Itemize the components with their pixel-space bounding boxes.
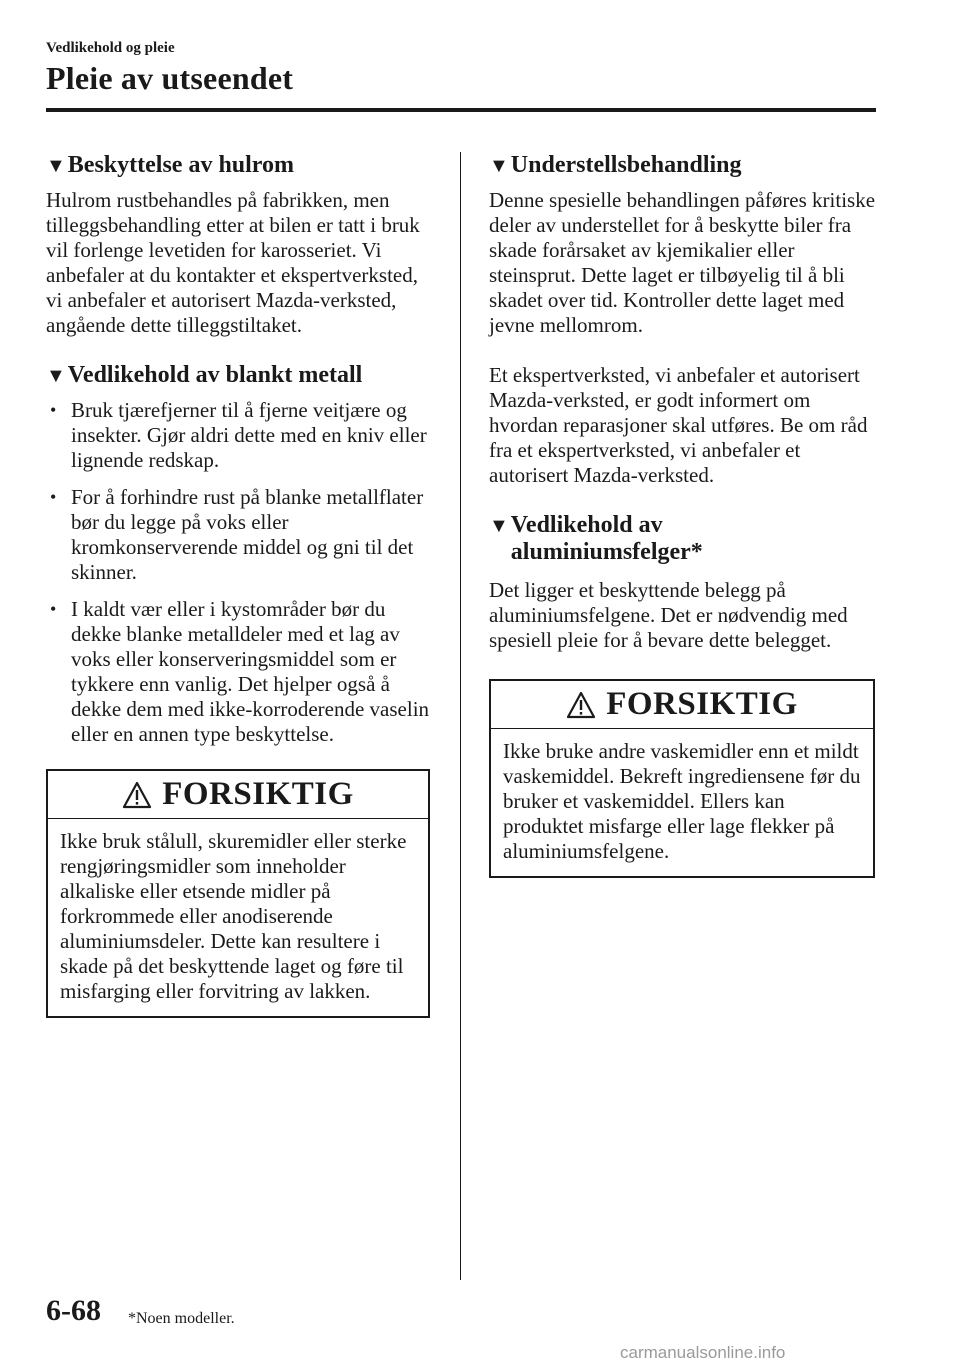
list-item-text: Bruk tjærefjerner til å fjerne veitjære og insekter. Gjør aldri dette med en kniv eller lignende redskap. <box>71 398 427 472</box>
list-item-text: For å forhindre rust på blanke metallflater bør du legge på voks eller kromkonserverende middel og gni til det skinner. <box>71 485 424 584</box>
paragraph-hulrom: Hulrom rustbehandles på fabrikken, men tilleggsbehandling etter at bilen er tatt i bruk vil forlenge levetiden for karosseriet. Vi anbefaler at du kontakter et ekspertverksted, vi anbefaler et autorisert Mazda-verksted, angående dette tilleggstiltaket. <box>46 188 420 337</box>
paragraph-understell-1: Denne spesielle behandlingen påføres kritiske deler av understellet for å beskytte biler fra skade forårsaket av kjemikalier eller steinsprut. Dette laget er tilbøyelig til å bli skadet over tid. Kontroller dette laget med jevne mellomrom. <box>489 188 876 337</box>
heading-line-1: Vedlikehold av <box>510 512 663 538</box>
caution-title: FORSIKTIG <box>606 686 798 722</box>
section-kicker: Vedlikehold og pleie <box>46 40 175 56</box>
caution-box-felger <box>489 679 875 878</box>
list-item <box>46 597 434 747</box>
caution-text: Ikke bruk stålull, skuremidler eller sterke rengjøringsmidler som inneholder alkaliske eller etsende midler på forkrommede eller anodiserende aluminiumsdeler. Dette kan resultere i skade på det beskyttende laget og føre til misfarging eller forvitring av lakken. <box>60 829 407 1003</box>
heading-line-2: aluminiumsfelger* <box>510 539 703 565</box>
heading-aluminiumsfelger-text <box>511 512 703 566</box>
page-title: Pleie av utseendet <box>46 60 294 96</box>
bullet-icon: • <box>50 599 57 619</box>
caution-header <box>491 681 873 729</box>
title-rule <box>46 108 876 112</box>
triangle-marker-icon: ▼ <box>489 155 509 177</box>
left-column <box>46 152 434 1018</box>
footnote: *Noen modeller. <box>128 1310 235 1327</box>
triangle-marker-icon: ▼ <box>489 515 509 537</box>
bullet-list-metall <box>46 398 434 747</box>
heading-understell-text: Understellsbehandling <box>510 152 742 178</box>
paragraph-understell-2: Et ekspertverksted, vi anbefaler et autorisert Mazda-verksted, er godt informert om hvordan reparasjoner skal utføres. Be om råd fra et ekspertverksted, vi anbefaler et autorisert Mazda-verksted. <box>489 363 868 487</box>
heading-hulrom-text: Beskyttelse av hulrom <box>67 152 295 178</box>
watermark: carmanualsonline.info <box>620 1343 786 1362</box>
heading-blankt-metall <box>46 362 434 390</box>
triangle-marker-icon: ▼ <box>46 365 66 387</box>
list-item <box>46 398 434 473</box>
heading-blankt-metall-text: Vedlikehold av blankt metall <box>67 362 363 388</box>
list-item-text: I kaldt vær eller i kystområder bør du dekke blanke metalldeler med et lag av voks eller konserveringsmiddel som er tykkere enn vanlig. Det hjelper også å dekke dem med ikke-korroderende vaselin eller en annen type beskyttelse. <box>71 597 430 746</box>
heading-hulrom <box>46 152 434 180</box>
heading-understell <box>489 152 877 180</box>
heading-aluminiumsfelger <box>489 512 877 566</box>
paragraph-aluminiumsfelger: Det ligger et beskyttende belegg på aluminiumsfelgene. Det er nødvendig med spesiell pleie for å bevare dette belegget. <box>489 578 848 652</box>
bullet-icon: • <box>50 400 57 420</box>
list-item <box>46 485 434 585</box>
caution-text: Ikke bruke andre vaskemidler enn et mildt vaskemiddel. Bekreft ingrediensene før du bruker et vaskemiddel. Ellers kan produktet misfarge eller lage flekker på aluminiumsfelgene. <box>503 739 861 863</box>
caution-header <box>48 771 428 819</box>
triangle-marker-icon: ▼ <box>46 155 66 177</box>
bullet-icon: • <box>50 487 57 507</box>
column-divider <box>460 152 461 1280</box>
caution-box-metall <box>46 769 430 1018</box>
warning-triangle-icon <box>566 691 596 719</box>
page-number: 6-68 <box>46 1294 101 1327</box>
warning-triangle-icon <box>122 781 152 809</box>
right-column <box>489 152 877 878</box>
caution-title: FORSIKTIG <box>162 776 354 812</box>
